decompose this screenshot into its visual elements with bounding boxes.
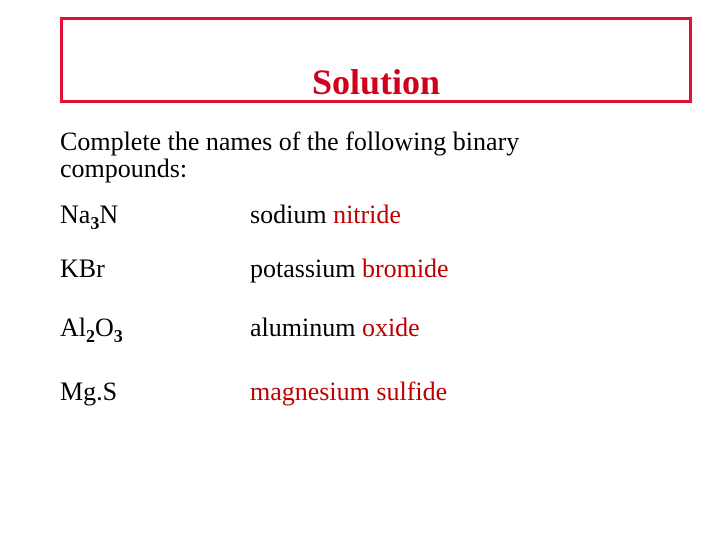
cation-name: potassium	[250, 254, 356, 283]
cation-name: sodium	[250, 200, 327, 229]
compound-name	[250, 199, 401, 231]
formula: $Al_2O_3$	[60, 313, 123, 346]
cation-name: aluminum	[250, 313, 356, 342]
compound-row	[60, 376, 700, 408]
formula: KBr	[60, 254, 105, 283]
anion-name: oxide	[361, 313, 420, 342]
slide-title: Solution	[311, 62, 441, 102]
anion-name: bromide	[361, 254, 449, 283]
title-box	[60, 17, 692, 103]
compound-name: magnesium sulfide	[250, 377, 448, 406]
compound-row	[60, 312, 700, 344]
compound-name	[250, 312, 420, 344]
instruction-text: Complete the names of the following binary compounds:	[60, 127, 520, 183]
compound-row	[60, 253, 700, 285]
formula: Mg.S	[60, 377, 118, 406]
compound-name	[250, 253, 449, 285]
compound-row	[60, 199, 700, 231]
formula: $Na_3N$	[60, 200, 119, 233]
anion-name: nitride	[333, 200, 401, 229]
